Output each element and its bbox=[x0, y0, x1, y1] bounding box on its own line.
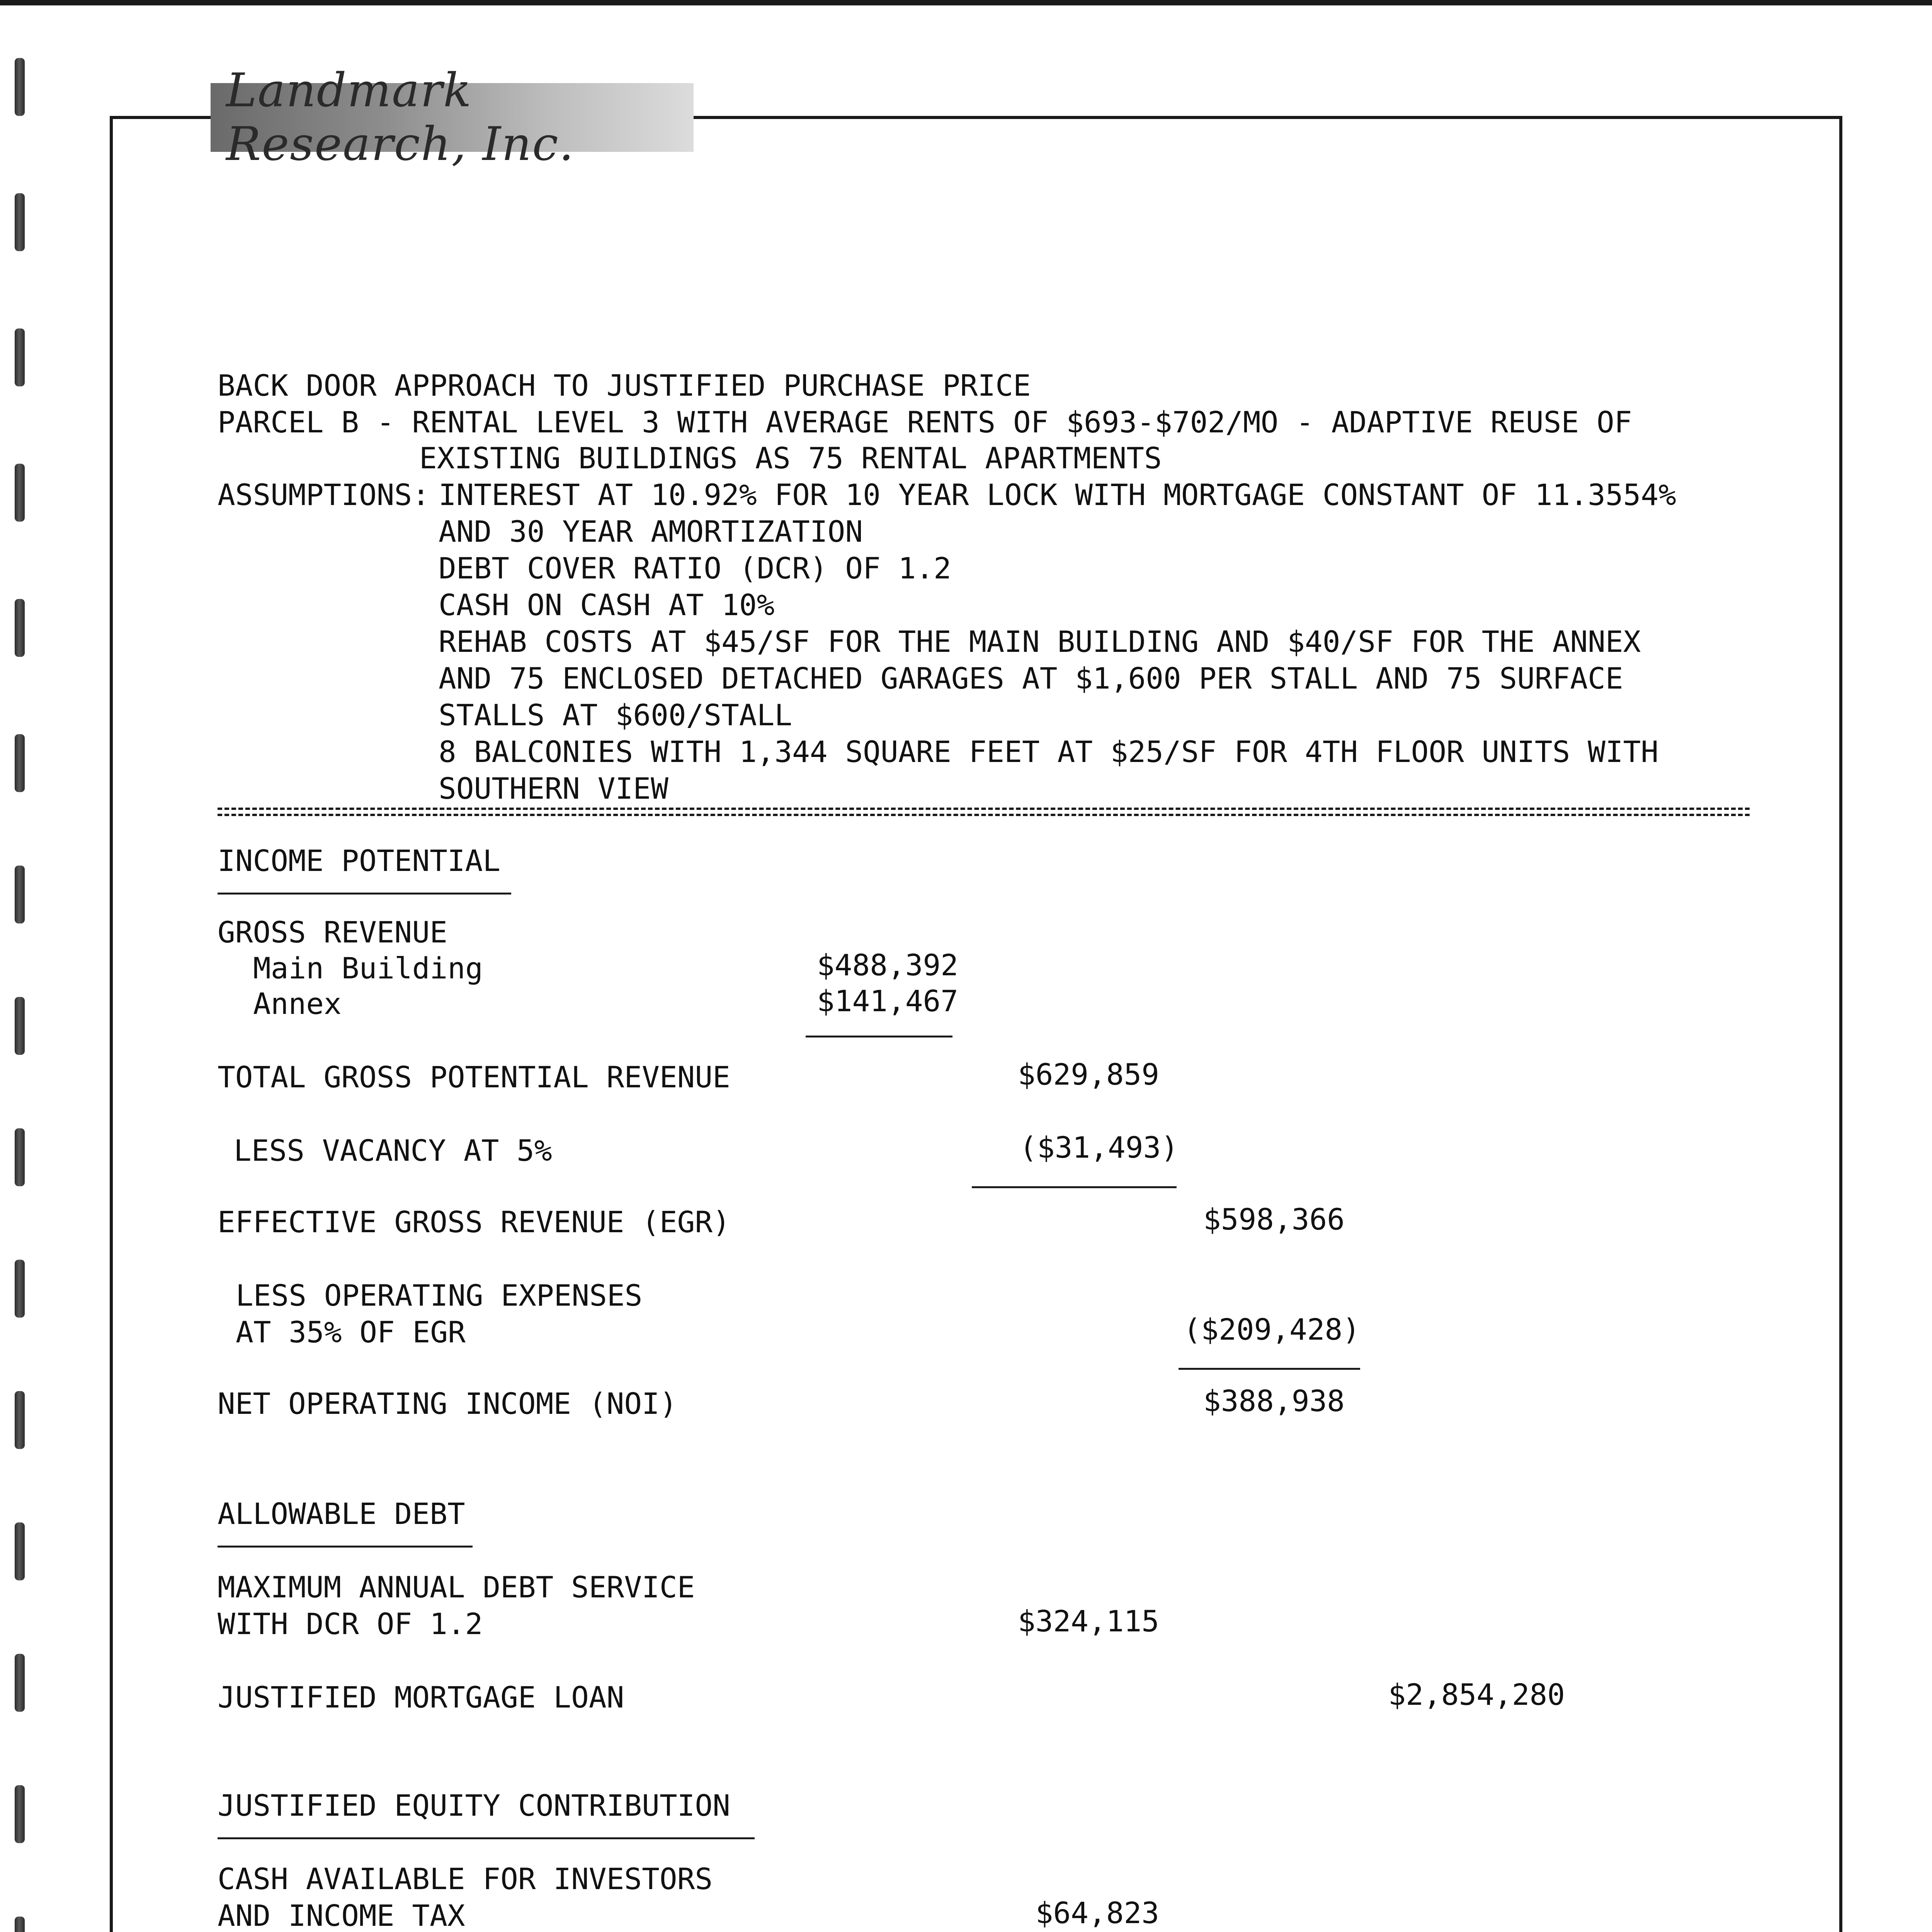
noi-label: NET OPERATING INCOME (NOI) bbox=[218, 1386, 677, 1421]
binder-hole bbox=[15, 1917, 25, 1932]
page-edge-top bbox=[0, 0, 1932, 5]
max-debt-service-line-2: WITH DCR OF 1.2 bbox=[218, 1607, 483, 1641]
vacancy-value: ($31,493) bbox=[1019, 1130, 1179, 1165]
assumption-line: REHAB COSTS AT $45/SF FOR THE MAIN BUILDING AND $40/SF FOR THE ANNEX bbox=[439, 624, 1641, 659]
total-gross-label: TOTAL GROSS POTENTIAL REVENUE bbox=[218, 1060, 730, 1094]
annex-label: Annex bbox=[253, 986, 342, 1021]
max-debt-service-line-1: MAXIMUM ANNUAL DEBT SERVICE bbox=[218, 1570, 695, 1604]
binder-hole bbox=[15, 599, 25, 657]
binder-hole bbox=[15, 193, 25, 251]
cash-available-line-1: CASH AVAILABLE FOR INVESTORS bbox=[218, 1862, 713, 1896]
subtotal-underline bbox=[806, 1036, 952, 1037]
binder-hole bbox=[15, 734, 25, 792]
mortgage-loan-value: $2,854,280 bbox=[1388, 1677, 1565, 1712]
assumption-line: AND 30 YEAR AMORTIZATION bbox=[439, 514, 863, 549]
assumption-line: CASH ON CASH AT 10% bbox=[439, 588, 775, 622]
main-building-value: $488,392 bbox=[816, 948, 958, 982]
annex-value: $141,467 bbox=[816, 984, 958, 1018]
section-separator bbox=[218, 808, 1750, 816]
assumption-line: SOUTHERN VIEW bbox=[439, 771, 668, 806]
binder-hole bbox=[15, 866, 25, 923]
binder-hole bbox=[15, 464, 25, 522]
parcel-line-2: EXISTING BUILDINGS AS 75 RENTAL APARTMENTS bbox=[419, 441, 1162, 475]
gross-revenue-label: GROSS REVENUE bbox=[218, 915, 447, 949]
binder-hole bbox=[15, 1785, 25, 1843]
section-title-debt: ALLOWABLE DEBT bbox=[218, 1497, 465, 1531]
opex-label-line-1: LESS OPERATING EXPENSES bbox=[236, 1278, 643, 1313]
section-title-income: INCOME POTENTIAL bbox=[218, 844, 501, 878]
section-underline bbox=[218, 1546, 473, 1548]
main-building-label: Main Building bbox=[253, 951, 483, 985]
noi-value: $388,938 bbox=[1203, 1384, 1345, 1418]
max-debt-service-value: $324,115 bbox=[1017, 1604, 1159, 1638]
opex-value: ($209,428) bbox=[1183, 1312, 1360, 1347]
binder-hole bbox=[15, 58, 25, 116]
parcel-line-1: PARCEL B - RENTAL LEVEL 3 WITH AVERAGE RENTS OF $693-$702/MO - ADAPTIVE REUSE OF bbox=[218, 405, 1632, 439]
assumption-line: 8 BALCONIES WITH 1,344 SQUARE FEET AT $25/SF FOR 4TH FLOOR UNITS WITH bbox=[439, 735, 1659, 769]
binder-hole bbox=[15, 1522, 25, 1580]
subtotal-underline bbox=[1179, 1368, 1360, 1370]
assumption-line: INTEREST AT 10.92% FOR 10 YEAR LOCK WITH MORTGAGE CONSTANT OF 11.3554% bbox=[439, 478, 1676, 512]
cash-available-value: $64,823 bbox=[1035, 1896, 1159, 1930]
binder-hole bbox=[15, 1391, 25, 1449]
section-title-equity: JUSTIFIED EQUITY CONTRIBUTION bbox=[218, 1788, 730, 1823]
subtotal-underline bbox=[972, 1186, 1177, 1188]
binder-hole bbox=[15, 328, 25, 386]
vacancy-label: LESS VACANCY AT 5% bbox=[234, 1133, 552, 1168]
binder-hole bbox=[15, 997, 25, 1055]
logo-text: Landmark Research, Inc. bbox=[226, 64, 575, 171]
section-underline bbox=[218, 893, 511, 895]
section-underline bbox=[218, 1837, 755, 1839]
binder-hole bbox=[15, 1128, 25, 1186]
company-logo bbox=[211, 64, 694, 171]
egr-label: EFFECTIVE GROSS REVENUE (EGR) bbox=[218, 1205, 730, 1239]
document-title: BACK DOOR APPROACH TO JUSTIFIED PURCHASE PRICE bbox=[218, 368, 1031, 403]
binder-holes bbox=[4, 0, 27, 1932]
total-gross-value: $629,859 bbox=[1017, 1057, 1159, 1092]
egr-value: $598,366 bbox=[1203, 1202, 1345, 1236]
opex-label-line-2: AT 35% OF EGR bbox=[236, 1315, 466, 1349]
binder-hole bbox=[15, 1654, 25, 1712]
cash-available-line-2: AND INCOME TAX bbox=[218, 1898, 465, 1932]
binder-hole bbox=[15, 1260, 25, 1318]
assumption-line: DEBT COVER RATIO (DCR) OF 1.2 bbox=[439, 551, 951, 585]
assumption-line: STALLS AT $600/STALL bbox=[439, 698, 793, 732]
assumptions-label: ASSUMPTIONS: bbox=[218, 478, 430, 512]
assumption-line: AND 75 ENCLOSED DETACHED GARAGES AT $1,600 PER STALL AND 75 SURFACE bbox=[439, 661, 1623, 696]
mortgage-loan-label: JUSTIFIED MORTGAGE LOAN bbox=[218, 1680, 624, 1714]
